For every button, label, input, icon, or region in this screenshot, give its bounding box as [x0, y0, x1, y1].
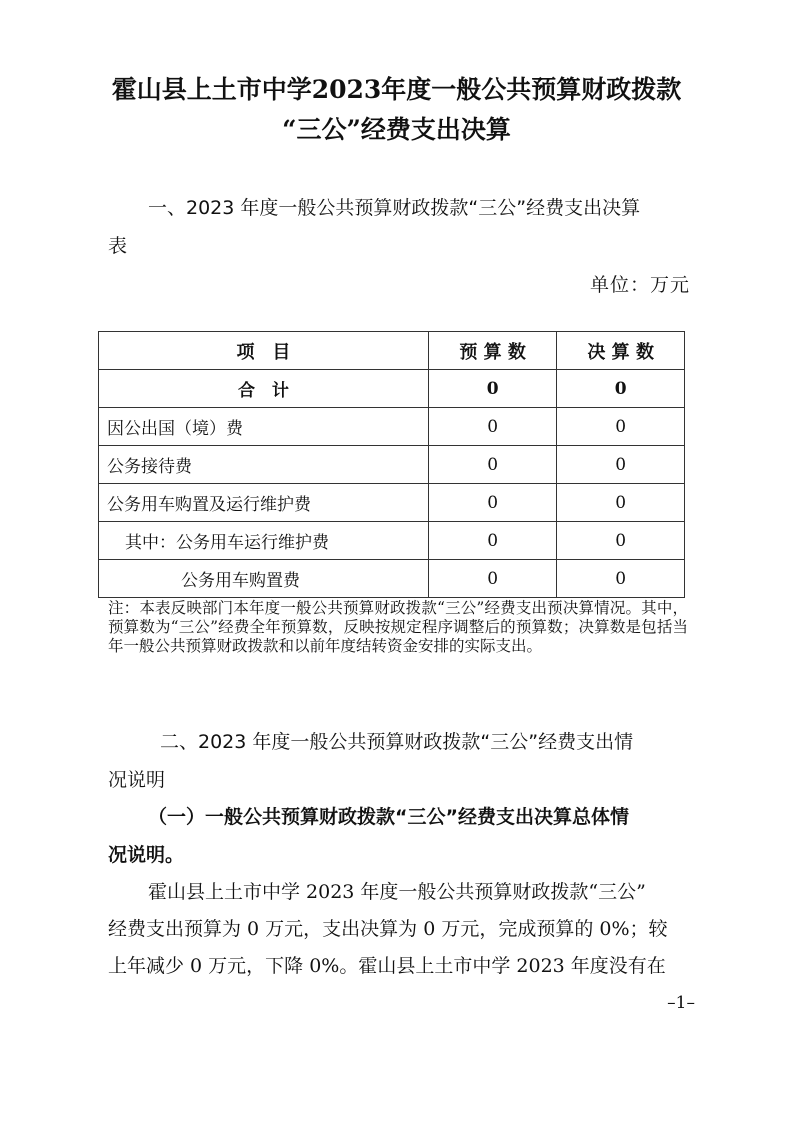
three-public-expense-table: [98, 331, 685, 598]
row-budget: 0: [428, 484, 556, 522]
table-row-total: [99, 370, 685, 408]
row-budget: 0: [428, 446, 556, 484]
body-line-2: 经费支出预算为 0 万元，支出决算为 0 万元，完成预算的 0%；较: [108, 918, 668, 940]
subsection1-heading: （一）一般公共预算财政拨款“三公”经费支出决算总体情: [148, 806, 629, 828]
table-row: [99, 560, 685, 598]
page-number: –1–: [667, 993, 695, 1013]
row-final: 0: [557, 446, 685, 484]
document-title-line2: “三公”经费支出决算: [282, 115, 511, 144]
row-final: 0: [557, 522, 685, 560]
body-line-3: 上年减少 0 万元，下降 0%。霍山县上土市中学 2023 年度没有在: [108, 955, 666, 977]
header-budget: 预 算 数: [428, 332, 556, 370]
row-budget: 0: [428, 408, 556, 446]
row-label: 公务接待费: [99, 446, 429, 484]
row-label: 公务用车购置费: [99, 560, 429, 598]
table-header-row: [99, 332, 685, 370]
row-budget: 0: [428, 560, 556, 598]
row-final: 0: [557, 408, 685, 446]
unit-label: 单位：万元: [589, 274, 690, 296]
table-row: [99, 484, 685, 522]
row-label: 公务用车购置及运行维护费: [99, 484, 429, 522]
section2-heading-cont: 况说明: [108, 769, 166, 791]
table-note: 注：本表反映部门本年度一般公共预算财政拨款“三公”经费支出预决算情况。其中，预算数为“三公”经费全年预算数，反映按规定程序调整后的预算数；决算数是包括当年一般公共预算财政拨款和以前年度结转资金安排的实际支出。: [108, 599, 688, 655]
row-budget: 0: [428, 522, 556, 560]
row-final: 0: [557, 560, 685, 598]
row-budget: 0: [428, 370, 556, 408]
row-final: 0: [557, 484, 685, 522]
subsection1-heading-cont: 况说明。: [108, 844, 185, 866]
table-row: [99, 408, 685, 446]
section1-heading-cont: 表: [108, 235, 128, 257]
table-row: [99, 446, 685, 484]
header-item: 项 目: [99, 332, 429, 370]
table-row: [99, 522, 685, 560]
section2-heading: 二、2023 年度一般公共预算财政拨款“三公”经费支出情: [160, 731, 634, 753]
document-title-line1: 霍山县上土市中学2023年度一般公共预算财政拨款: [111, 75, 682, 104]
row-label: 合 计: [99, 370, 429, 408]
body-line-1: 霍山县上土市中学 2023 年度一般公共预算财政拨款“三公”: [148, 881, 646, 903]
header-final: 决 算 数: [557, 332, 685, 370]
row-final: 0: [557, 370, 685, 408]
row-label: 其中：公务用车运行维护费: [99, 522, 429, 560]
section1-heading: 一、2023 年度一般公共预算财政拨款“三公”经费支出决算: [148, 197, 641, 219]
row-label: 因公出国（境）费: [99, 408, 429, 446]
